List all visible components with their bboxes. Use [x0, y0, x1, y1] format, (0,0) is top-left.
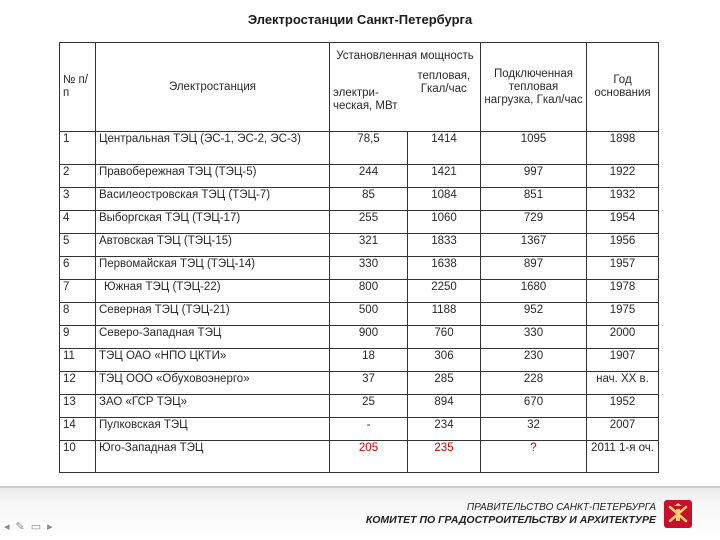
table-row: [60, 303, 659, 326]
electric-capacity: 255: [330, 211, 408, 234]
table-row: [60, 188, 659, 211]
thermal-capacity: 1638: [408, 257, 481, 280]
station-name: Центральная ТЭЦ (ЭС-1, ЭС-2, ЭС-3): [96, 132, 330, 165]
founding-year: 1957: [587, 257, 659, 280]
station-name: Южная ТЭЦ (ТЭЦ-22): [96, 280, 330, 303]
electric-capacity: 321: [330, 234, 408, 257]
power-plants-table: [59, 42, 659, 473]
row-number: 13: [60, 395, 96, 418]
connected-load: 670: [481, 395, 587, 418]
thermal-capacity: 306: [408, 349, 481, 372]
header-year: Год основания: [587, 43, 659, 132]
table-row: [60, 441, 659, 473]
table-row: [60, 257, 659, 280]
connected-load: 1367: [481, 234, 587, 257]
station-name: Северо-Западная ТЭЦ: [96, 326, 330, 349]
table-row: [60, 372, 659, 395]
connected-load: 952: [481, 303, 587, 326]
founding-year: 1975: [587, 303, 659, 326]
founding-year: 1907: [587, 349, 659, 372]
table-row: [60, 418, 659, 441]
header-electric: электри-ческая, МВт: [330, 69, 408, 132]
row-number: 8: [60, 303, 96, 326]
table-row: [60, 165, 659, 188]
electric-capacity: 205: [330, 441, 408, 473]
row-number: 14: [60, 418, 96, 441]
founding-year: 1952: [587, 395, 659, 418]
founding-year: 1932: [587, 188, 659, 211]
footer-line1: ПРАВИТЕЛЬСТВО САНКТ-ПЕТЕРБУРГА: [466, 502, 656, 513]
thermal-capacity: 1188: [408, 303, 481, 326]
row-number: 10: [60, 441, 96, 473]
station-name: Выборгская ТЭЦ (ТЭЦ-17): [96, 211, 330, 234]
founding-year: 1954: [587, 211, 659, 234]
station-name: Северная ТЭЦ (ТЭЦ-21): [96, 303, 330, 326]
electric-capacity: 18: [330, 349, 408, 372]
electric-capacity: 25: [330, 395, 408, 418]
electric-capacity: 78,5: [330, 132, 408, 165]
connected-load: 1680: [481, 280, 587, 303]
slide-nav-toolbar: [4, 520, 53, 533]
row-number: 7: [60, 280, 96, 303]
table-row: [60, 349, 659, 372]
station-name: Пулковская ТЭЦ: [96, 418, 330, 441]
nav-prev-icon[interactable]: ◂: [4, 521, 10, 533]
pen-icon[interactable]: ✎: [15, 521, 25, 533]
electric-capacity: 900: [330, 326, 408, 349]
electric-capacity: 85: [330, 188, 408, 211]
station-name: ЗАО «ГСР ТЭЦ»: [96, 395, 330, 418]
thermal-capacity: 1060: [408, 211, 481, 234]
founding-year: 2000: [587, 326, 659, 349]
thermal-capacity: 2250: [408, 280, 481, 303]
connected-load: 230: [481, 349, 587, 372]
thermal-capacity: 285: [408, 372, 481, 395]
spb-emblem-icon: [661, 497, 695, 531]
menu-icon[interactable]: ▭: [30, 521, 42, 533]
table-row: [60, 326, 659, 349]
row-number: 6: [60, 257, 96, 280]
connected-load: 851: [481, 188, 587, 211]
row-number: 4: [60, 211, 96, 234]
row-number: 11: [60, 349, 96, 372]
station-name: Василеостровская ТЭЦ (ТЭЦ-7): [96, 188, 330, 211]
connected-load: ?: [481, 441, 587, 473]
thermal-capacity: 760: [408, 326, 481, 349]
header-num: № п/п: [60, 43, 96, 132]
founding-year: 2007: [587, 418, 659, 441]
founding-year: 1978: [587, 280, 659, 303]
connected-load: 330: [481, 326, 587, 349]
connected-load: 897: [481, 257, 587, 280]
footer-organization: [366, 502, 656, 526]
connected-load: 32: [481, 418, 587, 441]
row-number: 12: [60, 372, 96, 395]
row-number: 1: [60, 132, 96, 165]
table-row: [60, 395, 659, 418]
table-row: [60, 280, 659, 303]
footer-line2: КОМИТЕТ ПО ГРАДОСТРОИТЕЛЬСТВУ И АРХИТЕКТУРЕ: [365, 514, 656, 526]
founding-year: 1922: [587, 165, 659, 188]
row-number: 3: [60, 188, 96, 211]
header-station: Электростанция: [96, 43, 330, 132]
connected-load: 729: [481, 211, 587, 234]
table-body: [60, 43, 659, 473]
station-name: Юго-Западная ТЭЦ: [96, 441, 330, 473]
table-row: [60, 234, 659, 257]
electric-capacity: -: [330, 418, 408, 441]
thermal-capacity: 1421: [408, 165, 481, 188]
electric-capacity: 330: [330, 257, 408, 280]
station-name: Правобережная ТЭЦ (ТЭЦ-5): [96, 165, 330, 188]
station-name: Автовская ТЭЦ (ТЭЦ-15): [96, 234, 330, 257]
electric-capacity: 500: [330, 303, 408, 326]
electric-capacity: 244: [330, 165, 408, 188]
thermal-capacity: 1414: [408, 132, 481, 165]
header-thermal: тепловая, Гкал/час: [408, 69, 481, 132]
row-number: 9: [60, 326, 96, 349]
connected-load: 1095: [481, 132, 587, 165]
founding-year: 1898: [587, 132, 659, 165]
row-number: 2: [60, 165, 96, 188]
header-capacity: Установленная мощность: [330, 43, 481, 70]
thermal-capacity: 1084: [408, 188, 481, 211]
thermal-capacity: 234: [408, 418, 481, 441]
station-name: ТЭЦ ОАО «НПО ЦКТИ»: [96, 349, 330, 372]
header-row: [60, 43, 659, 70]
thermal-capacity: 894: [408, 395, 481, 418]
page-title: Электростанции Санкт-Петербурга: [247, 12, 473, 27]
table-row: [60, 211, 659, 234]
founding-year: 1956: [587, 234, 659, 257]
nav-next-icon[interactable]: ▸: [47, 521, 53, 533]
founding-year: 2011 1-я оч.: [587, 441, 659, 473]
footer-divider: [0, 486, 720, 488]
table-row: [60, 132, 659, 165]
connected-load: 228: [481, 372, 587, 395]
electric-capacity: 37: [330, 372, 408, 395]
founding-year: нач. XX в.: [587, 372, 659, 395]
thermal-capacity: 235: [408, 441, 481, 473]
row-number: 5: [60, 234, 96, 257]
station-name: ТЭЦ ООО «Обуховоэнерго»: [96, 372, 330, 395]
electric-capacity: 800: [330, 280, 408, 303]
thermal-capacity: 1833: [408, 234, 481, 257]
connected-load: 997: [481, 165, 587, 188]
station-name: Первомайская ТЭЦ (ТЭЦ-14): [96, 257, 330, 280]
header-load: Подключенная тепловая нагрузка, Гкал/час: [481, 43, 587, 132]
